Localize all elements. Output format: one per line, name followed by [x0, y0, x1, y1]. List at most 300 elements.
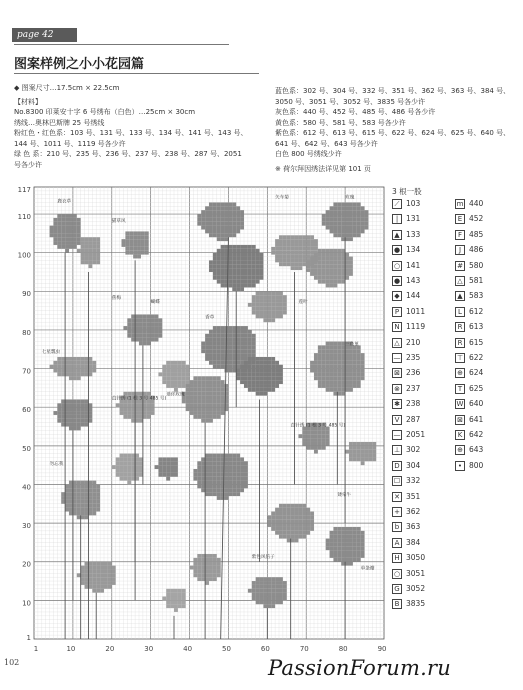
stitch	[341, 376, 345, 380]
stitch	[275, 597, 279, 601]
stitch	[193, 562, 197, 566]
stitch	[252, 384, 256, 388]
stitch	[135, 392, 139, 396]
stitch	[85, 488, 89, 492]
stitch	[279, 535, 283, 539]
color-line: 641 号、642 号、643 号各少许	[275, 139, 378, 148]
stitch	[205, 454, 209, 458]
stitch	[302, 504, 306, 508]
stitch	[341, 257, 345, 261]
stitch	[326, 438, 330, 442]
stitch	[248, 361, 252, 365]
stitch	[170, 600, 174, 604]
stitch	[225, 237, 229, 241]
stitch	[302, 442, 306, 446]
stitch	[197, 396, 201, 400]
stitch	[170, 372, 174, 376]
stitch	[345, 550, 349, 554]
stitch	[256, 303, 260, 307]
stitch	[178, 600, 182, 604]
stitch	[349, 268, 353, 272]
stitch	[310, 239, 314, 243]
stitch	[345, 361, 349, 365]
stitch	[217, 280, 221, 284]
stitch	[209, 554, 213, 558]
stitch	[283, 597, 287, 601]
stitch	[240, 245, 244, 249]
stitch	[96, 492, 100, 496]
stitch	[81, 419, 85, 423]
stitch	[314, 357, 318, 361]
stitch	[228, 357, 232, 361]
stitch	[260, 577, 264, 581]
colors-block	[275, 86, 515, 174]
stitch	[201, 222, 205, 226]
stitch	[314, 243, 318, 247]
stitch	[209, 222, 213, 226]
stitch	[263, 291, 267, 295]
stitch	[330, 210, 334, 214]
stitch	[100, 581, 104, 585]
stitch	[213, 492, 217, 496]
stitch	[240, 465, 244, 469]
stitch	[88, 407, 92, 411]
stitch	[170, 604, 174, 608]
stitch	[318, 434, 322, 438]
stitch	[252, 334, 256, 338]
stitch	[213, 334, 217, 338]
stitch	[333, 202, 337, 206]
stitch	[333, 272, 337, 276]
stitch	[306, 255, 310, 259]
stitch	[57, 241, 61, 245]
stitch	[341, 233, 345, 237]
stitch	[193, 392, 197, 396]
stitch	[240, 330, 244, 334]
stitch	[345, 257, 349, 261]
stitch	[236, 264, 240, 268]
legend-item	[392, 229, 420, 241]
stitch	[279, 593, 283, 597]
stitch	[217, 488, 221, 492]
stitch	[69, 399, 73, 403]
stitch	[65, 508, 69, 512]
stitch	[279, 311, 283, 315]
stitch	[123, 457, 127, 461]
legend-symbol: ⊕	[455, 445, 465, 455]
legend-item	[455, 367, 483, 379]
stitch	[197, 461, 201, 465]
stitch	[123, 392, 127, 396]
stitch	[248, 276, 252, 280]
stitch	[267, 299, 271, 303]
stitch	[263, 604, 267, 608]
stitch	[197, 554, 201, 558]
stitch	[174, 600, 178, 604]
stitch	[271, 600, 275, 604]
stitch	[248, 264, 252, 268]
stitch	[275, 291, 279, 295]
stitch	[333, 206, 337, 210]
stitch	[131, 411, 135, 415]
stitch	[217, 569, 221, 573]
stitch	[349, 380, 353, 384]
stitch	[267, 384, 271, 388]
stitch	[279, 523, 283, 527]
stitch	[283, 519, 287, 523]
stitch	[143, 338, 147, 342]
stitch	[333, 550, 337, 554]
legend-item	[392, 583, 425, 595]
stitch	[85, 419, 89, 423]
stitch	[143, 411, 147, 415]
legend-item	[392, 260, 420, 272]
stitch	[201, 342, 205, 346]
stitch	[283, 295, 287, 299]
stitch	[61, 361, 65, 365]
stitch	[50, 229, 54, 233]
stitch	[228, 488, 232, 492]
stitch	[122, 239, 126, 243]
stitch	[174, 593, 178, 597]
stitch	[341, 542, 345, 546]
stitch	[131, 322, 135, 326]
stitch	[147, 322, 151, 326]
stitch	[217, 222, 221, 226]
page-tag: page 42	[12, 28, 77, 42]
stitch	[252, 276, 256, 280]
stitch	[201, 399, 205, 403]
stitch	[69, 361, 73, 365]
stitch	[240, 469, 244, 473]
stitch	[73, 403, 77, 407]
stitch	[209, 384, 213, 388]
stitch	[57, 222, 61, 226]
stitch	[341, 539, 345, 543]
legend-item	[392, 383, 420, 395]
stitch	[322, 268, 326, 272]
stitch	[279, 291, 283, 295]
stitch	[279, 512, 283, 516]
stitch	[193, 380, 197, 384]
stitch	[178, 369, 182, 373]
stitch	[96, 245, 100, 249]
stitch	[322, 353, 326, 357]
stitch	[213, 488, 217, 492]
stitch	[69, 423, 73, 427]
stitch	[256, 600, 260, 604]
stitch	[333, 342, 337, 346]
y-tick-label: 1	[26, 634, 31, 643]
legend-thread-number: 643	[469, 445, 484, 455]
stitch	[337, 222, 341, 226]
stitch	[349, 527, 353, 531]
stitch	[357, 361, 361, 365]
stitch	[240, 334, 244, 338]
stitch	[345, 264, 349, 268]
stitch	[283, 527, 287, 531]
stitch	[302, 235, 306, 239]
stitch	[252, 311, 256, 315]
stitch	[85, 500, 89, 504]
stitch	[209, 396, 213, 400]
stitch	[92, 504, 96, 508]
stitch	[190, 403, 194, 407]
stitch	[221, 361, 225, 365]
stitch	[85, 411, 89, 415]
stitch	[81, 241, 85, 245]
stitch	[73, 423, 77, 427]
stitch	[248, 253, 252, 257]
stitch	[337, 349, 341, 353]
stitch	[170, 365, 174, 369]
legend-item	[392, 275, 420, 287]
stitch	[260, 272, 264, 276]
stitch	[133, 251, 137, 255]
stitch	[236, 214, 240, 218]
stitch	[205, 403, 209, 407]
stitch	[291, 504, 295, 508]
stitch	[244, 473, 248, 477]
stitch	[73, 504, 77, 508]
stitch	[209, 264, 213, 268]
legend-symbol: ○	[393, 569, 401, 578]
stitch	[92, 260, 96, 264]
stitch	[291, 235, 295, 239]
stitch	[295, 527, 299, 531]
stitch	[291, 539, 295, 543]
color-line: 号各少许	[14, 160, 42, 169]
stitch	[137, 235, 141, 239]
stitch	[217, 276, 221, 280]
stitch	[217, 260, 221, 264]
stitch	[217, 210, 221, 214]
stitch	[127, 461, 131, 465]
stitch	[213, 206, 217, 210]
stitch	[61, 241, 65, 245]
stitch	[252, 376, 256, 380]
stitch	[263, 581, 267, 585]
stitch	[337, 268, 341, 272]
stitch	[357, 218, 361, 222]
plant-label: 紫色风信子	[251, 554, 275, 560]
stitch	[221, 338, 225, 342]
stitch	[349, 229, 353, 233]
stitch	[193, 415, 197, 419]
plant-label: 蝴蝶	[150, 299, 160, 305]
stitch	[349, 376, 353, 380]
stitch	[73, 508, 77, 512]
stitch	[279, 515, 283, 519]
stitch	[143, 407, 147, 411]
stitch	[127, 481, 131, 485]
stitch	[279, 600, 283, 604]
stitch	[92, 577, 96, 581]
stitch	[135, 407, 139, 411]
stitch	[217, 357, 221, 361]
stitch	[302, 258, 306, 262]
legend-thread-number: 581	[469, 276, 484, 285]
stitch	[333, 284, 337, 288]
legend-symbol: ✕	[392, 492, 402, 502]
stitch	[337, 345, 341, 349]
stitch	[333, 276, 337, 280]
legend-symbol: ✱	[392, 399, 402, 409]
stitch	[53, 218, 57, 222]
stitch	[182, 372, 186, 376]
stitch	[201, 457, 205, 461]
stitch	[353, 376, 357, 380]
stitch	[361, 546, 365, 550]
stitch	[85, 253, 89, 257]
stitch	[263, 357, 267, 361]
stitch	[260, 291, 264, 295]
stitch	[170, 369, 174, 373]
stitch	[217, 226, 221, 230]
legend-item	[392, 568, 425, 580]
stitch	[139, 342, 143, 346]
stitch	[77, 411, 81, 415]
stitch	[186, 376, 190, 380]
stitch	[322, 214, 326, 218]
stitch	[326, 222, 330, 226]
stitch	[205, 353, 209, 357]
stitch	[263, 589, 267, 593]
legend-thread-number: 302	[406, 445, 421, 455]
stitch	[271, 314, 275, 318]
stitch	[174, 380, 178, 384]
stitch	[236, 253, 240, 257]
stitch	[53, 369, 57, 373]
stitch	[73, 419, 77, 423]
stitch	[236, 372, 240, 376]
stitch	[232, 481, 236, 485]
stitch	[155, 338, 159, 342]
stitch	[244, 249, 248, 253]
stitch	[337, 554, 341, 558]
stitch	[50, 226, 54, 230]
legend-item	[392, 491, 420, 503]
stitch	[205, 222, 209, 226]
stitch	[349, 237, 353, 241]
stitch	[158, 318, 162, 322]
stitch	[85, 245, 89, 249]
stitch	[197, 399, 201, 403]
stitch	[228, 229, 232, 233]
stitch	[193, 469, 197, 473]
stitch	[291, 531, 295, 535]
stitch	[256, 257, 260, 261]
stitch	[260, 380, 264, 384]
stitch	[256, 593, 260, 597]
stitch	[135, 457, 139, 461]
stitch	[298, 531, 302, 535]
stitch	[260, 268, 264, 272]
stitch	[314, 434, 318, 438]
stitch	[314, 260, 318, 264]
stitch	[174, 372, 178, 376]
stitch	[271, 577, 275, 581]
stitch	[302, 251, 306, 255]
stitch	[141, 235, 145, 239]
stitch	[73, 226, 77, 230]
stitch	[333, 218, 337, 222]
stitch	[228, 492, 232, 496]
stitch	[287, 239, 291, 243]
stitch	[217, 477, 221, 481]
stitch	[244, 376, 248, 380]
stitch	[197, 484, 201, 488]
stitch	[65, 407, 69, 411]
stitch	[131, 403, 135, 407]
stitch	[209, 392, 213, 396]
stitch	[263, 314, 267, 318]
legend-item	[455, 429, 483, 441]
stitch	[341, 353, 345, 357]
stitch	[244, 481, 248, 485]
legend-item	[392, 352, 420, 364]
stitch	[357, 542, 361, 546]
stitch	[217, 566, 221, 570]
stitch	[135, 326, 139, 330]
stitch	[263, 318, 267, 322]
stitch	[318, 276, 322, 280]
stitch	[353, 349, 357, 353]
stitch	[135, 465, 139, 469]
stitch	[240, 272, 244, 276]
stitch	[162, 461, 166, 465]
stitch	[217, 361, 221, 365]
stitch	[201, 380, 205, 384]
stitch	[209, 357, 213, 361]
stitch	[337, 233, 341, 237]
stitch	[147, 330, 151, 334]
stitch	[232, 484, 236, 488]
stitch	[341, 272, 345, 276]
stitch	[112, 573, 116, 577]
legend-symbol: ▲	[392, 230, 402, 240]
stitch	[137, 231, 141, 235]
stitch	[88, 415, 92, 419]
stitch	[81, 581, 85, 585]
stitch	[337, 539, 341, 543]
stitch	[337, 257, 341, 261]
stitch	[228, 260, 232, 264]
stitch	[197, 473, 201, 477]
stitch	[73, 361, 77, 365]
stitch	[271, 365, 275, 369]
stitch	[205, 388, 209, 392]
stitch	[69, 504, 73, 508]
stitch	[81, 260, 85, 264]
stitch	[248, 330, 252, 334]
stitch	[100, 562, 104, 566]
stitch	[186, 369, 190, 373]
stitch	[145, 239, 149, 243]
stitch	[306, 446, 310, 450]
stitch	[108, 566, 112, 570]
stitch	[333, 369, 337, 373]
stitch	[69, 241, 73, 245]
stitch	[271, 581, 275, 585]
stitch	[85, 585, 89, 589]
stitch	[244, 338, 248, 342]
stitch	[248, 388, 252, 392]
stitch	[361, 222, 365, 226]
stitch	[201, 411, 205, 415]
stitch	[174, 376, 178, 380]
stitch	[357, 442, 361, 446]
